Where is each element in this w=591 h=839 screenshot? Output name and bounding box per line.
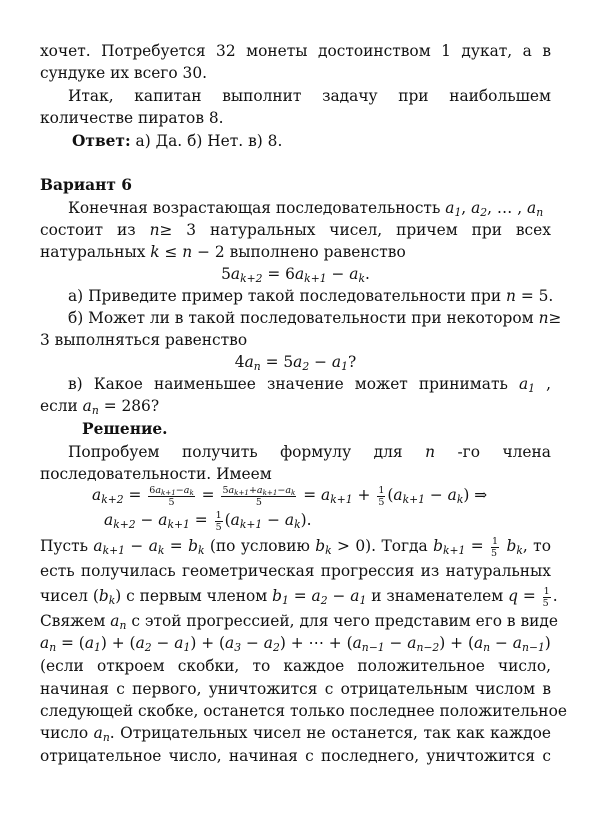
text-line: Пусть $a_{k+1} - a_k = b_k$ (по условию $b_k > 0$). Тогда $b_{k+1}$ = $\frac{1}{5}$ $b_k$, то [40,535,551,559]
text-line: б) Может ли в такой последовательности при некотором n≥ [68,309,562,327]
text-line: следующей скобке, останется только последнее положительное [40,702,567,720]
text-line: сундуке их всего 30. [40,64,208,82]
text-line: есть получилась геометрическая прогрессия из натуральных [40,562,551,580]
formula: $4a_n = 5a_2 - a_1$? [234,353,357,374]
text-line: количестве пиратов 8. [40,109,224,127]
text-line: состоит из n≥ 3 натуральных чисел, причем при всех [40,221,551,239]
text-line: число $a_n$. Отрицательных чисел не останется, так как каждое [40,724,551,745]
text-line: отрицательное число, начиная с последнего, уничтожится с [40,747,551,765]
variant-title: Вариант 6 [40,176,132,194]
text-line: а) Приведите пример такой последовательности при n = 5. [68,287,554,305]
text-line: хочет. Потребуется 32 монеты достоинством 1 дукат, а в [40,42,551,60]
text-line: Попробуем получить формулу для n -го члена [68,443,551,461]
text-line: Итак, капитан выполнит задачу при наибольшем [68,87,551,105]
text-line: (если откроем скобки, то каждое положительное число, [40,657,551,675]
formula: $5a_{k+2} = 6a_{k+1} - a_k$. [221,265,370,286]
text-line: в) Какое наименьшее значение может принимать $a_1$ , [68,375,551,396]
text-line: если $a_n = 286$? [40,397,160,418]
text-line: Свяжем $a_n$ с этой прогрессией, для чего представим его в виде [40,612,558,633]
formula: $a_n = (a_1) + (a_2 - a_1) + (a_3 - a_2)$ + ⋯ + $(a_{n-1} - a_{n-2}) + (a_n - a_{n-1})$ [40,634,551,655]
answer-label: Ответ: [72,132,131,150]
text-line: начиная с первого, уничтожится с отрицательным числом в [40,680,551,698]
formula: $a_{k+2}$ = $\frac{6a_{k+1}-a_k}{5}$ = $\frac{5a_{k+1}+a_{k+1}-a_k}{5}$ = $a_{k+1}$ + $\frac{1}{5}$ $(a_{k+1} - a_k)$ ⇒ [92,484,488,508]
text-line: чисел $(b_k)$ с первым членом $b_1 = a_2 - a_1$ и знаменателем q = $\frac{1}{5}$ . [40,585,558,609]
formula: $a_{k+2} - a_{k+1}$ = $\frac{1}{5}$ $(a_{k+1} - a_k)$. [104,509,312,533]
text-line: натуральных k ≤ n − 2 выполнено равенство [40,243,406,261]
text-line: 3 выполняться равенство [40,331,248,349]
answer-text: а) Да. б) Нет. в) 8. [130,132,283,150]
solution-label: Решение. [82,420,168,438]
text-line: Конечная возрастающая последовательность $a_1$, $a_2$, … , $a_n$ [68,199,544,220]
text-line: последовательности. Имеем [40,465,272,483]
answer-line [72,130,583,152]
